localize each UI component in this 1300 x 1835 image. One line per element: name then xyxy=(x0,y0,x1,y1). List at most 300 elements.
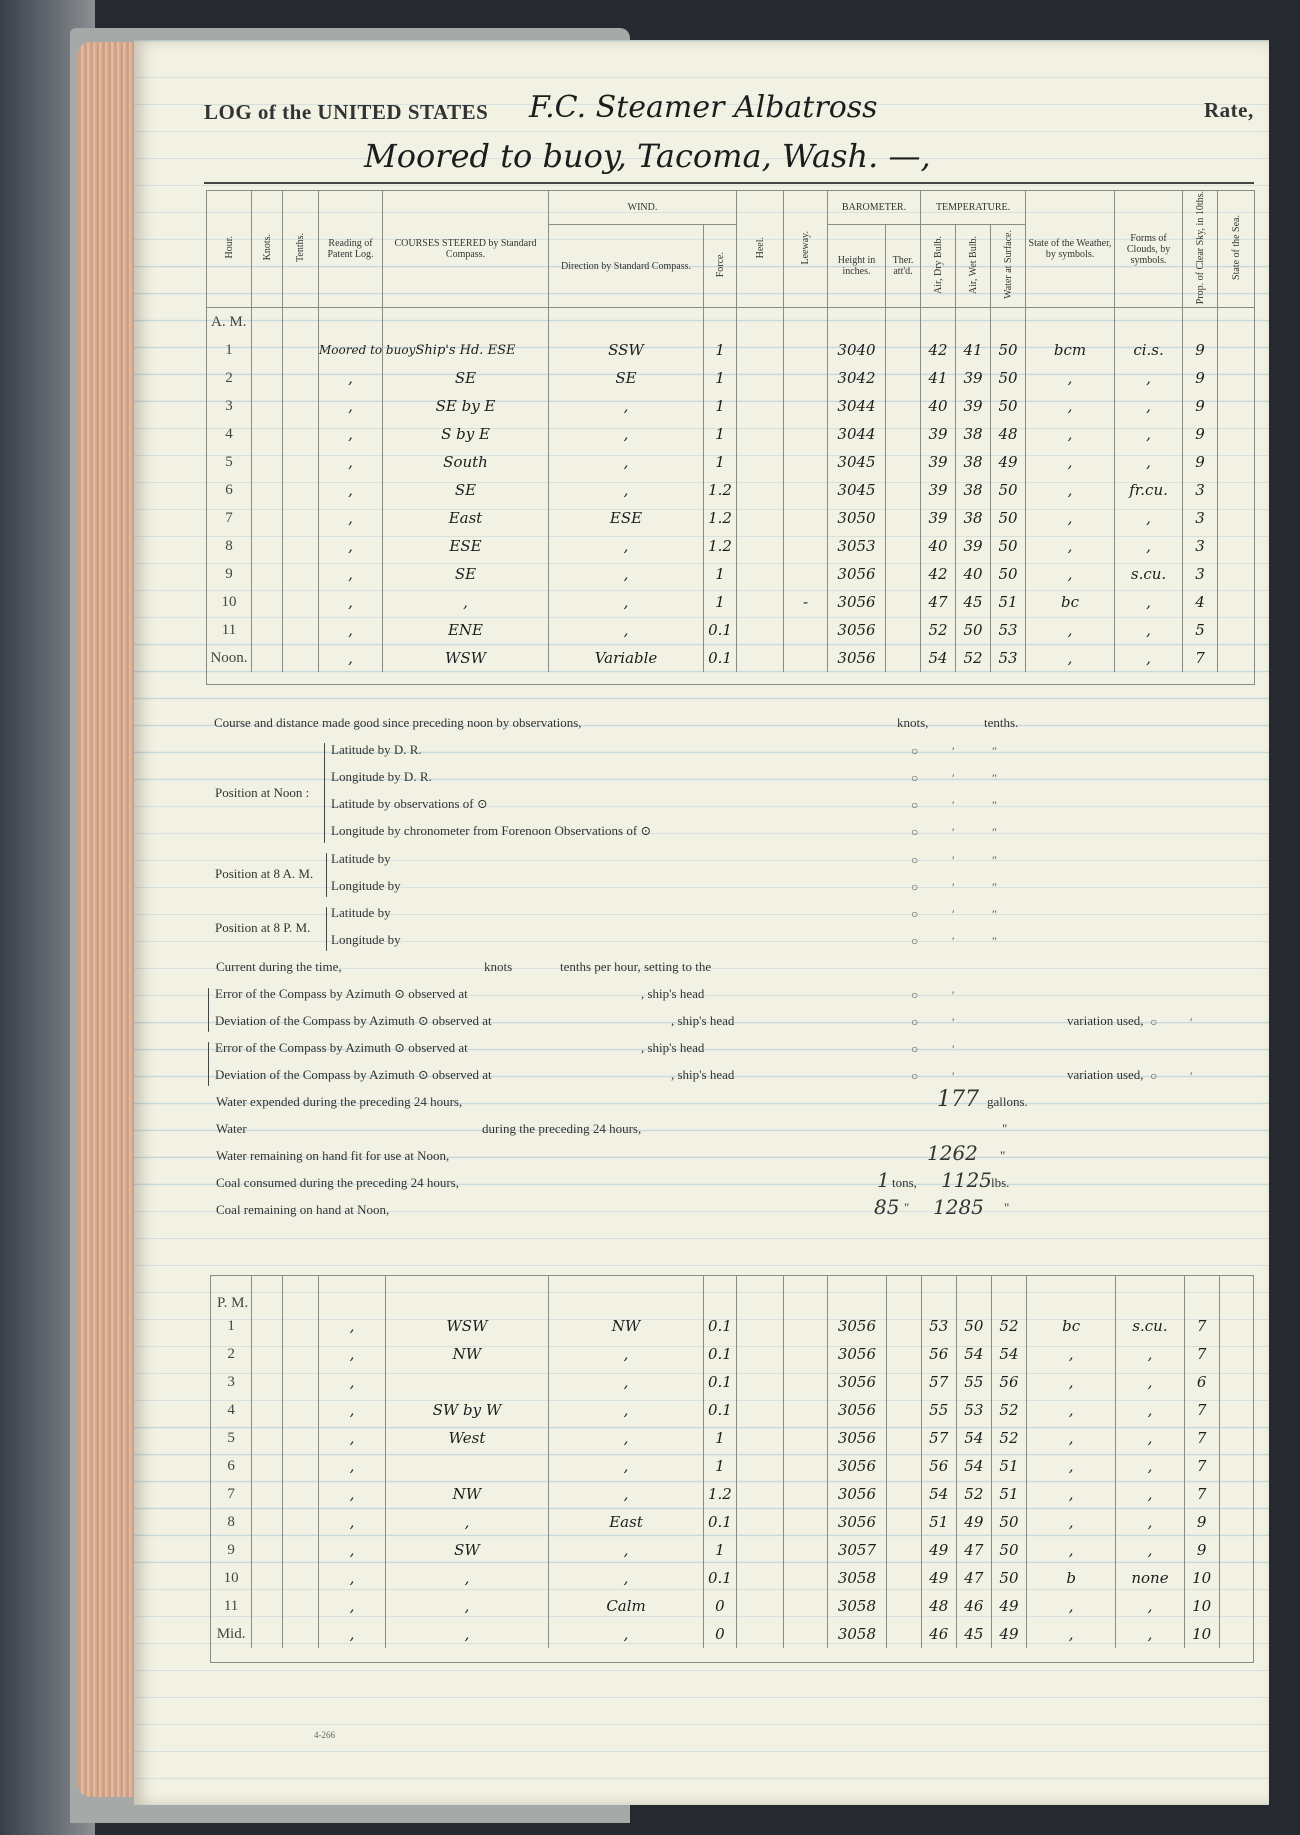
cell-force: 0 xyxy=(703,1620,736,1648)
cell-knots xyxy=(252,1368,283,1396)
cell-knots xyxy=(252,588,283,616)
cell-sea xyxy=(1219,1424,1253,1452)
deg-mark: ○ xyxy=(911,988,919,1002)
cell-force: 1 xyxy=(704,588,737,616)
cell-water: 50 xyxy=(991,532,1026,560)
cell-log: , xyxy=(319,364,383,392)
cell-height: 3056 xyxy=(828,1340,886,1368)
col-temperature: TEMPERATURE. xyxy=(921,191,1026,225)
cell-hour: 7 xyxy=(211,1480,252,1508)
cell-heel xyxy=(737,392,784,420)
am-row xyxy=(207,364,1255,392)
cell-hour: 8 xyxy=(211,1508,252,1536)
cell-log: , xyxy=(319,1452,385,1480)
cell-ther xyxy=(886,392,921,420)
cell-log: , xyxy=(319,532,383,560)
cell-clouds: fr.cu. xyxy=(1115,476,1183,504)
cell-height: 3040 xyxy=(828,336,886,364)
cell-tenths xyxy=(283,616,319,644)
cell-tenths xyxy=(283,1368,319,1396)
cell-clear: 7 xyxy=(1184,1480,1219,1508)
coal-consumed-lbs: 1125 xyxy=(941,1168,992,1192)
cell-water: 50 xyxy=(991,1508,1026,1536)
cell-force: 0.1 xyxy=(703,1312,736,1340)
cell-tenths xyxy=(283,588,319,616)
cell-knots xyxy=(252,1452,283,1480)
cell-wind: , xyxy=(549,560,704,588)
am-row xyxy=(207,588,1255,616)
cell-leeway xyxy=(784,1592,828,1620)
lat-obs-label: Latitude by observations of ⊙ xyxy=(331,796,488,811)
pm-row xyxy=(211,1452,1254,1480)
cell-log: , xyxy=(319,1564,385,1592)
deg-mark: ○ xyxy=(911,1069,919,1083)
cell-wet: 45 xyxy=(956,588,991,616)
cell-clouds: , xyxy=(1115,364,1183,392)
cell-hour: 1 xyxy=(207,336,252,364)
cell-dry: 42 xyxy=(921,560,956,588)
cell-clear: 3 xyxy=(1183,532,1218,560)
cell-leeway xyxy=(784,448,828,476)
cell-force: 1 xyxy=(703,1536,736,1564)
log-page xyxy=(134,40,1269,1805)
cell-wet: 38 xyxy=(956,420,991,448)
cell-wind: Variable xyxy=(549,644,704,672)
cell-heel xyxy=(736,1620,783,1648)
sec-mark: ″ xyxy=(992,880,997,894)
brace-8am xyxy=(326,853,327,897)
cell-sea xyxy=(1219,1452,1253,1480)
cell-hour: 2 xyxy=(211,1340,252,1368)
rate-label: Rate, xyxy=(1204,98,1254,122)
during-preceding-label: during the preceding 24 hours, xyxy=(482,1121,642,1136)
cell-heel xyxy=(737,616,784,644)
cell-course: ENE xyxy=(383,616,549,644)
cell-heel xyxy=(737,336,784,364)
cell-force: 0.1 xyxy=(704,644,737,672)
cell-clear: 9 xyxy=(1183,420,1218,448)
col-heel: Heel. xyxy=(737,191,784,308)
cell-leeway xyxy=(784,644,828,672)
sec-mark: ″ xyxy=(992,744,997,758)
cell-course: , xyxy=(385,1508,549,1536)
cell-knots xyxy=(252,420,283,448)
cell-force: 1 xyxy=(704,336,737,364)
cell-weather: , xyxy=(1027,1592,1116,1620)
ditto-4: " xyxy=(1004,1200,1010,1215)
cell-hour: 5 xyxy=(207,448,252,476)
cell-water: 54 xyxy=(991,1340,1026,1368)
cell-wind: NW xyxy=(549,1312,704,1340)
cell-knots xyxy=(252,1340,283,1368)
cell-tenths xyxy=(283,392,319,420)
cell-tenths xyxy=(283,336,319,364)
cell-leeway xyxy=(784,1620,828,1648)
cell-weather: , xyxy=(1026,644,1115,672)
cell-tenths xyxy=(283,420,319,448)
min-mark: ′ xyxy=(952,1015,955,1029)
cell-wet: 47 xyxy=(956,1536,991,1564)
cell-water: 50 xyxy=(991,336,1026,364)
cell-force: 1 xyxy=(704,364,737,392)
cell-clear: 10 xyxy=(1184,1592,1219,1620)
cell-clear: 7 xyxy=(1184,1340,1219,1368)
cell-clear: 9 xyxy=(1183,364,1218,392)
lat-8am-label: Latitude by xyxy=(331,851,391,866)
col-force: Force. xyxy=(704,225,737,308)
cell-ther xyxy=(886,476,921,504)
cell-weather: bc xyxy=(1026,588,1115,616)
cell-wind: , xyxy=(549,392,704,420)
cell-leeway xyxy=(784,1312,828,1340)
ships-head-4: , ship's head xyxy=(671,1067,735,1082)
cell-log: , xyxy=(319,1620,385,1648)
cell-hour: Mid. xyxy=(211,1620,252,1648)
cell-tenths xyxy=(283,504,319,532)
cell-hour: Noon. xyxy=(207,644,252,672)
sec-mark: ″ xyxy=(992,907,997,921)
cell-sea xyxy=(1218,336,1255,364)
am-row xyxy=(207,560,1255,588)
cell-heel xyxy=(737,476,784,504)
cell-leeway xyxy=(784,1564,828,1592)
am-row xyxy=(207,392,1255,420)
cell-course: East xyxy=(383,504,549,532)
cell-heel xyxy=(737,588,784,616)
cell-wind: , xyxy=(549,476,704,504)
cell-height: 3056 xyxy=(828,644,886,672)
water-remaining-value: 1262 xyxy=(927,1141,978,1165)
cell-hour: 3 xyxy=(207,392,252,420)
cell-ther xyxy=(886,1508,921,1536)
current-tenths-label: tenths per hour, setting to the xyxy=(560,959,712,974)
cell-clear: 9 xyxy=(1183,448,1218,476)
cell-knots xyxy=(252,560,283,588)
cell-ther xyxy=(886,1368,921,1396)
cell-force: 0.1 xyxy=(703,1368,736,1396)
cell-knots xyxy=(252,1592,283,1620)
cell-hour: 7 xyxy=(207,504,252,532)
cell-log: , xyxy=(319,1480,385,1508)
cell-sea xyxy=(1218,504,1255,532)
min-mark: ′ xyxy=(952,907,955,921)
cell-clouds: s.cu. xyxy=(1115,560,1183,588)
current-knots-label: knots xyxy=(484,959,513,974)
cell-log: , xyxy=(319,1592,385,1620)
lbs-label: lbs. xyxy=(991,1175,1010,1190)
cell-tenths xyxy=(283,1424,319,1452)
cell-weather: , xyxy=(1026,616,1115,644)
pm-row xyxy=(211,1536,1254,1564)
cell-tenths xyxy=(283,1480,319,1508)
cell-course: NW xyxy=(385,1340,549,1368)
cell-tenths xyxy=(283,364,319,392)
cell-clear: 10 xyxy=(1184,1620,1219,1648)
min-mark: ′ xyxy=(952,798,955,812)
cell-sea xyxy=(1218,588,1255,616)
cell-hour: 4 xyxy=(207,420,252,448)
cell-wet: 45 xyxy=(956,1620,991,1648)
tons-label: tons, xyxy=(892,1175,917,1190)
min-mark: ′ xyxy=(952,934,955,948)
cell-course: SE xyxy=(383,476,549,504)
cell-log: , xyxy=(319,1508,385,1536)
cell-log: , xyxy=(319,420,383,448)
am-label: A. M. xyxy=(207,308,252,337)
col-water-surface: Water at Surface. xyxy=(991,225,1026,308)
cell-sea xyxy=(1218,448,1255,476)
col-clear-sky: Prop. of Clear Sky, in 10ths. xyxy=(1183,191,1218,308)
am-row xyxy=(207,448,1255,476)
cell-leeway xyxy=(784,364,828,392)
cell-course xyxy=(385,1452,549,1480)
cell-knots xyxy=(252,364,283,392)
cell-sea xyxy=(1219,1620,1253,1648)
cell-leeway xyxy=(784,1424,828,1452)
cell-height: 3056 xyxy=(828,1452,886,1480)
cell-leeway xyxy=(784,476,828,504)
sec-mark: ″ xyxy=(992,934,997,948)
cell-wet: 52 xyxy=(956,1480,991,1508)
cell-weather: , xyxy=(1026,392,1115,420)
sec-mark: ″ xyxy=(992,771,997,785)
cell-sea xyxy=(1219,1564,1253,1592)
cell-ther xyxy=(886,420,921,448)
cell-sea xyxy=(1218,364,1255,392)
cell-ther xyxy=(886,504,921,532)
cell-course: NW xyxy=(385,1480,549,1508)
cell-heel xyxy=(737,532,784,560)
position-8pm-label: Position at 8 P. M. xyxy=(215,920,311,935)
cell-height: 3050 xyxy=(828,504,886,532)
cell-force: 0 xyxy=(703,1592,736,1620)
cell-clouds: none xyxy=(1116,1564,1184,1592)
cell-hour: 9 xyxy=(207,560,252,588)
cell-force: 0.1 xyxy=(703,1396,736,1424)
cell-sea xyxy=(1218,532,1255,560)
pm-row xyxy=(211,1312,1254,1340)
ditto-2: " xyxy=(1000,1148,1006,1163)
cell-leeway: - xyxy=(784,588,828,616)
cell-height: 3056 xyxy=(828,1480,886,1508)
cell-log: , xyxy=(319,476,383,504)
cell-wet: 38 xyxy=(956,476,991,504)
deg-mark: ○ xyxy=(911,771,919,785)
cell-wind: , xyxy=(549,588,704,616)
cell-course: SE by E xyxy=(383,392,549,420)
col-leeway: Leeway. xyxy=(784,191,828,308)
cell-wet: 54 xyxy=(956,1424,991,1452)
cell-heel xyxy=(736,1340,783,1368)
cell-sea xyxy=(1219,1396,1253,1424)
min-mark: ′ xyxy=(952,853,955,867)
cell-heel xyxy=(736,1536,783,1564)
cell-leeway xyxy=(784,420,828,448)
cell-water: 50 xyxy=(991,364,1026,392)
cell-weather: , xyxy=(1027,1368,1116,1396)
cell-wet: 38 xyxy=(956,448,991,476)
cell-weather: , xyxy=(1026,476,1115,504)
cell-weather: , xyxy=(1026,420,1115,448)
cell-wind: SE xyxy=(549,364,704,392)
cell-hour: 2 xyxy=(207,364,252,392)
cell-heel xyxy=(736,1508,783,1536)
vessel-name: F.C. Steamer Albatross xyxy=(529,90,878,125)
cell-wind: , xyxy=(549,1620,704,1648)
cell-clouds: s.cu. xyxy=(1116,1312,1184,1340)
min-mark: ′ xyxy=(952,880,955,894)
cell-force: 0.1 xyxy=(703,1340,736,1368)
cell-dry: 54 xyxy=(921,644,956,672)
cell-height: 3057 xyxy=(828,1536,886,1564)
cell-sea xyxy=(1219,1508,1253,1536)
cell-tenths xyxy=(283,476,319,504)
cell-tenths xyxy=(283,1508,319,1536)
cell-heel xyxy=(736,1368,783,1396)
cell-dry: 53 xyxy=(921,1312,956,1340)
cell-clouds: , xyxy=(1116,1340,1184,1368)
cell-log: , xyxy=(319,1312,385,1340)
cell-wind: , xyxy=(549,1536,704,1564)
cell-log: , xyxy=(319,644,383,672)
cell-wind: , xyxy=(549,1396,704,1424)
cell-height: 3042 xyxy=(828,364,886,392)
cell-knots xyxy=(252,644,283,672)
cell-ther xyxy=(886,1536,921,1564)
cell-height: 3056 xyxy=(828,1396,886,1424)
cell-heel xyxy=(736,1312,783,1340)
deg-mark: ○ xyxy=(911,934,919,948)
sec-mark: ″ xyxy=(992,853,997,867)
cell-leeway xyxy=(784,392,828,420)
cell-water: 51 xyxy=(991,1452,1026,1480)
water-expended-value: 177 xyxy=(937,1087,979,1112)
sec-mark: ″ xyxy=(992,798,997,812)
min-mark: ′ xyxy=(952,988,955,1002)
cell-clouds: , xyxy=(1115,448,1183,476)
cell-clear: 5 xyxy=(1183,616,1218,644)
ships-head-2: , ship's head xyxy=(671,1013,735,1028)
cell-wind: , xyxy=(549,532,704,560)
cell-clear: 3 xyxy=(1183,560,1218,588)
cell-tenths xyxy=(283,1312,319,1340)
cell-force: 1.2 xyxy=(704,532,737,560)
cell-leeway xyxy=(784,1480,828,1508)
cell-course xyxy=(385,1368,549,1396)
deg-mark: ○ xyxy=(911,907,919,921)
error-compass-1: Error of the Compass by Azimuth ⊙ observed at xyxy=(215,986,468,1001)
brace-compass-1 xyxy=(208,988,209,1032)
min-mark: ′ xyxy=(952,825,955,839)
cell-water: 52 xyxy=(991,1312,1026,1340)
cell-weather: b xyxy=(1027,1564,1116,1592)
cell-course: ESE xyxy=(383,532,549,560)
coal-consumed-tons: 1 xyxy=(877,1168,890,1192)
cell-dry: 56 xyxy=(921,1340,956,1368)
cell-height: 3058 xyxy=(828,1564,886,1592)
cell-heel xyxy=(737,504,784,532)
cell-wind: , xyxy=(549,1424,704,1452)
coal-remaining-lbs: 1285 xyxy=(933,1195,984,1219)
cell-tenths xyxy=(283,1452,319,1480)
ships-head-1: , ship's head xyxy=(641,986,705,1001)
cell-weather: , xyxy=(1027,1508,1116,1536)
cell-height: 3056 xyxy=(828,1312,886,1340)
water-expended-label: Water expended during the preceding 24 hours, xyxy=(216,1094,463,1109)
lat-dr-label: Latitude by D. R. xyxy=(331,742,422,757)
cell-wet: 54 xyxy=(956,1340,991,1368)
cell-height: 3056 xyxy=(828,560,886,588)
cell-wet: 39 xyxy=(956,532,991,560)
cell-weather: , xyxy=(1026,364,1115,392)
cell-log: , xyxy=(319,504,383,532)
cell-knots xyxy=(252,1480,283,1508)
deg-mark: ○ xyxy=(911,880,919,894)
cell-wet: 49 xyxy=(956,1508,991,1536)
cell-clouds: ci.s. xyxy=(1115,336,1183,364)
cell-ther xyxy=(886,1620,921,1648)
cell-dry: 39 xyxy=(921,420,956,448)
cell-hour: 4 xyxy=(211,1396,252,1424)
cell-clear: 7 xyxy=(1184,1312,1219,1340)
cell-sea xyxy=(1218,616,1255,644)
cell-hour: 8 xyxy=(207,532,252,560)
cell-wind: SSW xyxy=(549,336,704,364)
cell-hour: 11 xyxy=(207,616,252,644)
variation-min-mark: ′ xyxy=(1190,1015,1193,1029)
col-clouds: Forms of Clouds, by symbols. xyxy=(1115,191,1183,308)
cell-leeway xyxy=(784,1340,828,1368)
cell-water: 50 xyxy=(991,476,1026,504)
coal-consumed-label: Coal consumed during the preceding 24 hours, xyxy=(216,1175,459,1190)
cell-course: WSW xyxy=(383,644,549,672)
variation-deg-mark: ○ xyxy=(1150,1015,1158,1029)
cell-ther xyxy=(886,616,921,644)
cell-weather: , xyxy=(1026,448,1115,476)
cell-knots xyxy=(252,1508,283,1536)
cell-knots xyxy=(252,1564,283,1592)
cell-ther xyxy=(886,532,921,560)
cell-wind: , xyxy=(549,1340,704,1368)
cell-wind: , xyxy=(549,616,704,644)
deg-mark: ○ xyxy=(911,853,919,867)
cell-wind: , xyxy=(549,1368,704,1396)
cell-knots xyxy=(252,1396,283,1424)
cell-wet: 50 xyxy=(956,1312,991,1340)
cell-wind: ESE xyxy=(549,504,704,532)
cell-clear: 9 xyxy=(1184,1508,1219,1536)
cell-knots xyxy=(252,1620,283,1648)
lon-dr-label: Longitude by D. R. xyxy=(331,769,432,784)
cell-knots xyxy=(252,1536,283,1564)
cell-force: 1 xyxy=(704,560,737,588)
cell-height: 3044 xyxy=(828,420,886,448)
cell-sea xyxy=(1219,1536,1253,1564)
cell-water: 49 xyxy=(991,1592,1026,1620)
am-log-table xyxy=(206,190,1255,685)
cell-wet: 38 xyxy=(956,504,991,532)
cell-heel xyxy=(736,1480,783,1508)
cell-dry: 47 xyxy=(921,588,956,616)
gallons-label: gallons. xyxy=(987,1094,1028,1109)
cell-wind: East xyxy=(549,1508,704,1536)
cell-weather: , xyxy=(1027,1480,1116,1508)
cell-tenths xyxy=(283,448,319,476)
cell-tenths xyxy=(283,1396,319,1424)
cell-height: 3053 xyxy=(828,532,886,560)
lat-8pm-label: Latitude by xyxy=(331,905,391,920)
cell-wet: 47 xyxy=(956,1564,991,1592)
